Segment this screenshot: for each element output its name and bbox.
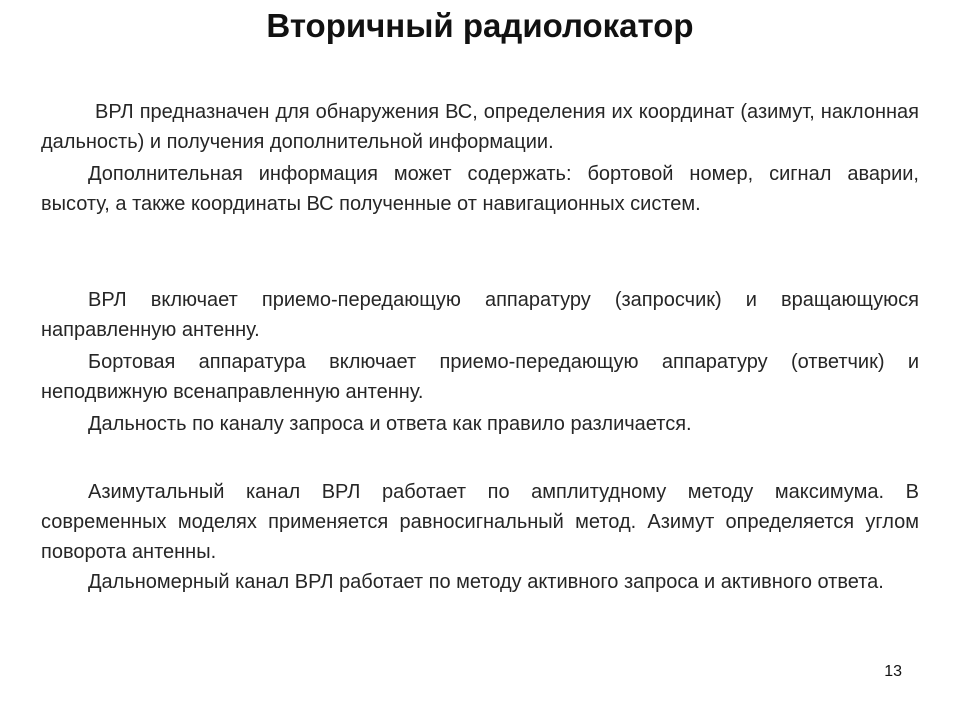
paragraph-additional-info: Дополнительная информация может содержать: бортовой номер, сигнал аварии, высоту, а также координаты ВС полученные от навигационных систем. (41, 163, 919, 215)
paragraph-range-difference: Дальность по каналу запроса и ответа как правило различается. (88, 413, 692, 435)
paragraph-azimuth-channel: Азимутальный канал ВРЛ работает по амплитудному методу максимума. В современных моделях применяется равносигнальный метод. Азимут определяется углом поворота антенны. (41, 481, 919, 563)
paragraph-purpose: ВРЛ предназначен для обнаружения ВС, определения их координат (азимут, наклонная дальность) и получения дополнительной информации. (41, 101, 919, 153)
paragraph-range-channel: Дальномерный канал ВРЛ работает по методу активного запроса и активного ответа. (88, 571, 884, 593)
paragraph-ground-equipment: ВРЛ включает приемо-передающую аппаратуру (запросчик) и вращающуюся направленную антенну. (41, 289, 919, 341)
paragraph-onboard-equipment: Бортовая аппаратура включает приемо-передающую аппаратуру (ответчик) и неподвижную всенаправленную антенну. (41, 351, 919, 403)
page-number: 13 (884, 663, 902, 680)
slide-title: Вторичный радиолокатор (266, 7, 694, 44)
